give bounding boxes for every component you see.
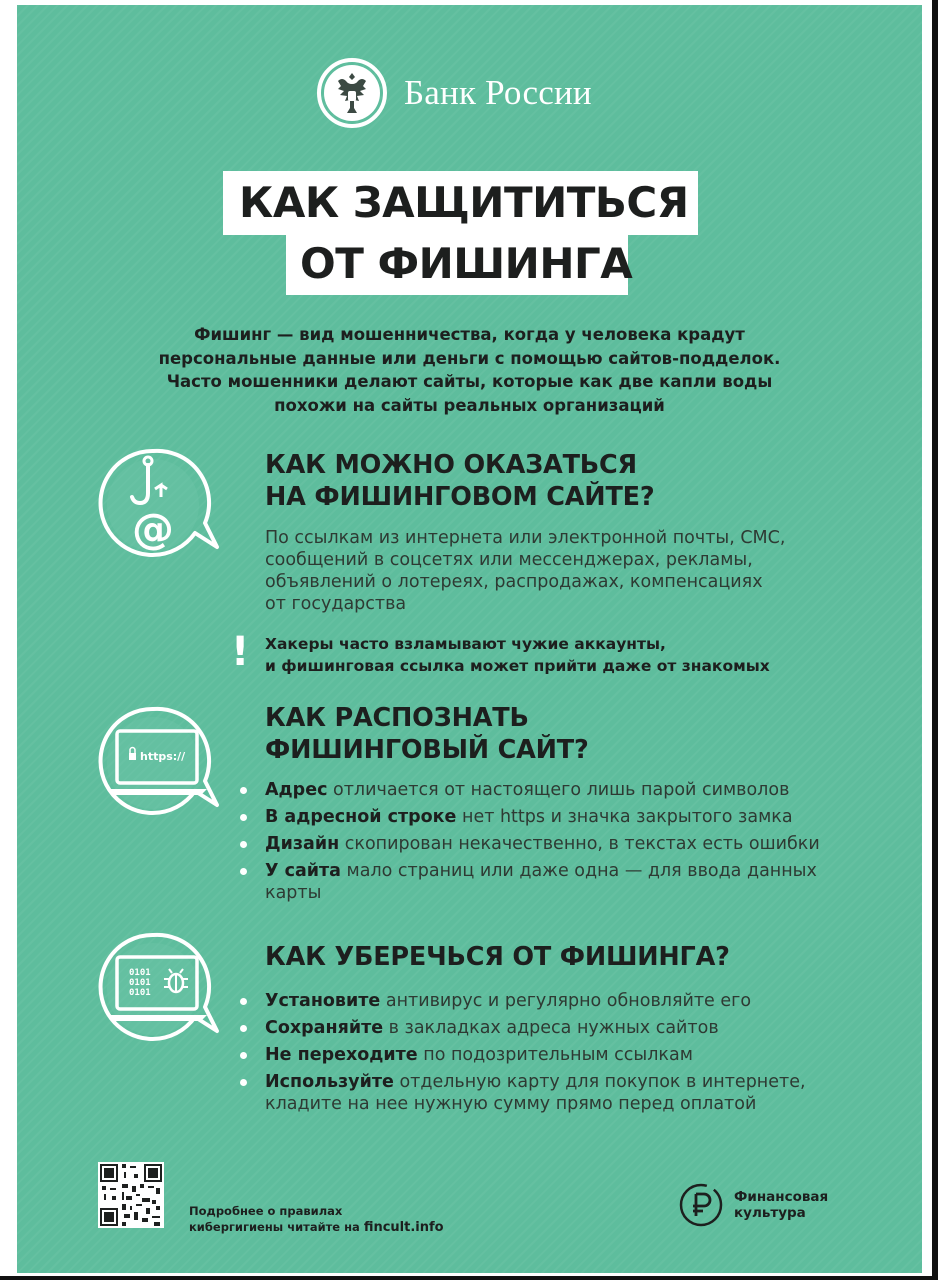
warning-line: Хакеры часто взламывают чужие аккаунты, [265, 635, 666, 653]
fincult-link[interactable]: fincult.info [363, 1220, 444, 1235]
list-item [265, 1071, 835, 1115]
footer-text [189, 1203, 444, 1236]
item-text: антивирус и регулярно обновляйте его [380, 991, 752, 1011]
item-bold: Сохраняйте [265, 1018, 384, 1038]
section3-list [265, 990, 835, 1120]
item-text: нет https и значка закрытого замка [456, 807, 793, 827]
brand-line: Финансовая [734, 1189, 829, 1205]
logo-text: Банк России [404, 73, 592, 112]
intro-line: Часто мошенники делают сайты, которые как две капли воды [166, 372, 773, 391]
item-bold: Дизайн [265, 834, 340, 854]
item-bold: Не переходите [265, 1045, 418, 1065]
fincult-text [734, 1189, 828, 1221]
footer-line-text: кибергигиены читайте на [189, 1220, 364, 1234]
item-text: в закладках адреса нужных сайтов [383, 1018, 719, 1038]
list-item [265, 1044, 835, 1066]
section1-body-line: сообщений в соцсетях или мессенджерах, рекламы, [265, 550, 753, 570]
section1-body-line: объявлений о лотереях, распродажах, компенсациях [265, 572, 763, 592]
poster [17, 5, 922, 1273]
intro-line: Фишинг — вид мошенничества, когда у человека крадут [194, 325, 745, 344]
qr-code-icon[interactable] [98, 1162, 164, 1228]
section3-heading: КАК УБЕРЕЧЬСЯ ОТ ФИШИНГА? [265, 942, 730, 972]
brand-line: культура [734, 1205, 806, 1221]
intro-text [117, 323, 822, 417]
footer-line [189, 1219, 444, 1236]
title-line-2: ОТ ФИШИНГА [286, 232, 628, 295]
warning-mark: ! [231, 629, 250, 675]
laptop-https-icon [93, 703, 223, 819]
intro-line: похожи на сайты реальных организаций [274, 395, 665, 415]
section1-heading-line: НА ФИШИНГОВОМ САЙТЕ? [265, 482, 655, 512]
item-bold: В адресной строке [265, 807, 457, 827]
fincult-brand [678, 1182, 828, 1228]
ruble-icon [678, 1182, 724, 1228]
section1-body-line: По ссылкам из интернета или электронной почты, СМС, [265, 528, 786, 548]
bank-logo [316, 57, 592, 129]
list-item [265, 990, 835, 1012]
https-text: https:// [140, 750, 186, 763]
intro-line: персональные данные или деньги с помощью сайтов-подделок. [158, 348, 781, 368]
section2-heading-line: КАК РАСПОЗНАТЬ [265, 703, 529, 733]
svg-text:@: @ [132, 504, 174, 553]
title-line-1: КАК ЗАЩИТИТЬСЯ [223, 171, 698, 235]
item-text: по подозрительным ссылкам [417, 1045, 693, 1065]
item-text: отдельную карту для покупок в интернете, кладите на нее нужную сумму прямо перед оплатой [265, 1072, 806, 1114]
section2-list [265, 779, 835, 909]
frame-edge [932, 0, 938, 1280]
warning-line: и фишинговая ссылка может прийти даже от знакомых [265, 657, 770, 675]
item-text: мало страниц или даже одна — для ввода данных карты [265, 861, 817, 903]
item-text: скопирован некачественно, в текстах есть ошибки [339, 834, 820, 854]
frame-bottom [0, 1276, 938, 1280]
section1-warning [265, 633, 825, 677]
code-line: 0101 [129, 988, 151, 998]
item-bold: У сайта [265, 861, 341, 881]
list-item [265, 1017, 835, 1039]
item-text: отличается от настоящего лишь парой символов [327, 780, 790, 800]
list-item [265, 806, 835, 828]
item-bold: Адрес [265, 780, 328, 800]
section1-body [265, 527, 825, 615]
section1-heading [265, 449, 654, 513]
section2-heading-line: ФИШИНГОВЫЙ САЙТ? [265, 735, 589, 765]
list-item [265, 833, 835, 855]
section1-heading-line: КАК МОЖНО ОКАЗАТЬСЯ [265, 450, 637, 480]
hook-at-icon [93, 445, 223, 561]
list-item [265, 779, 835, 801]
item-bold: Используйте [265, 1072, 394, 1092]
double-headed-eagle-icon [316, 57, 388, 129]
item-bold: Установите [265, 991, 381, 1011]
laptop-bug-icon [93, 929, 223, 1045]
section2-heading [265, 702, 589, 766]
code-line: 0101 [129, 968, 151, 978]
list-item [265, 860, 835, 904]
footer-line: Подробнее о правилах [189, 1204, 343, 1218]
section1-body-line: от государства [265, 594, 407, 614]
code-line: 0101 [129, 978, 151, 988]
